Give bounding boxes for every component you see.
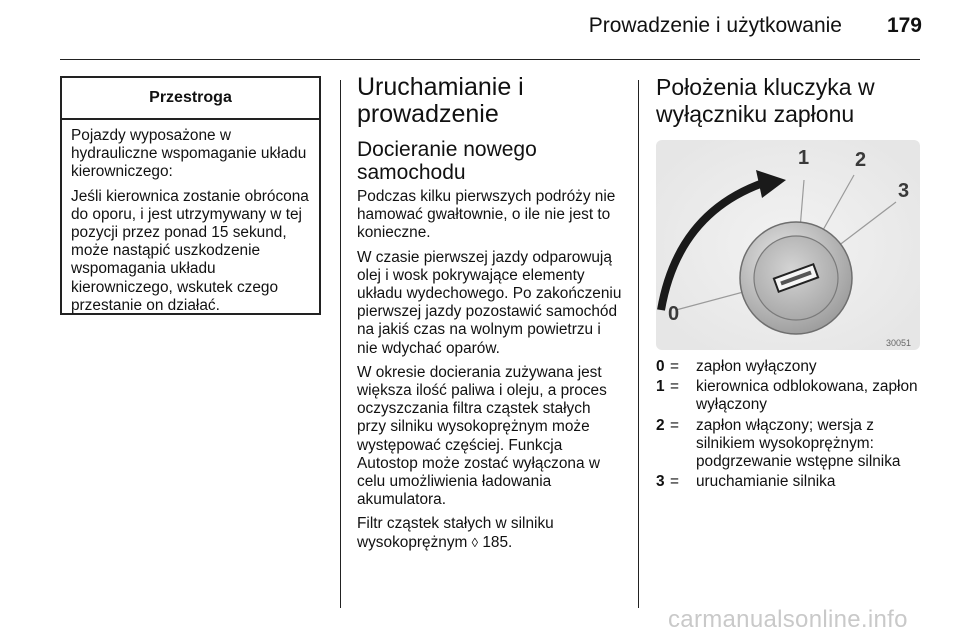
body-paragraph: W okresie docierania zużywana jest większa ilość paliwa i oleju, a proces oczyszczania filtra cząstek stałych przy silniku wysokoprężnym może występować częściej. Funkcja Autostop może zostać wyłączona w celu umożliwienia ładowania akumulatora. <box>357 363 607 509</box>
legend-row <box>656 358 920 376</box>
legend-key: 0 <box>656 358 665 375</box>
running-in-column <box>357 74 623 558</box>
figure-code: 30051 <box>886 338 912 348</box>
section-title: Uruchamianie i prowadzenie <box>357 73 524 128</box>
caution-box <box>60 76 321 315</box>
position-1-label: 1 <box>798 147 810 169</box>
watermark: carmanualsonline.info <box>668 606 908 633</box>
subsection-title: Docieranie nowego samochodu <box>357 138 537 184</box>
legend-key: 2 <box>656 416 665 434</box>
legend-row <box>656 417 920 472</box>
legend-row <box>656 378 920 414</box>
key-position-legend <box>656 358 920 493</box>
caution-paragraph: Pojazdy wyposażone w hydrauliczne wspomaganie układu kierowniczego: <box>71 127 307 181</box>
legend-description: uruchamianie silnika <box>696 473 836 491</box>
position-3-label: 3 <box>898 180 910 202</box>
legend-description: zapłon włączony; wersja z silnikiem wysokoprężnym: podgrzewanie wstępne silnika <box>696 416 901 471</box>
page-number: 179 <box>886 14 922 37</box>
position-0-label: 0 <box>668 303 680 325</box>
legend-equals: = <box>670 473 679 491</box>
header-divider <box>60 59 920 60</box>
legend-equals: = <box>670 416 679 434</box>
page-reference-link[interactable]: 185. <box>482 533 513 551</box>
body-paragraph: W czasie pierwszej jazdy odparowują olej i wosk pokrywające elementy układu wydechowego. Po zakończeniu pierwszej jazdy pozostawić samochód na jakiś czas na wolnym powietrzu i nie wdychać oparów. <box>357 248 622 357</box>
caution-heading: Przestroga <box>62 78 319 120</box>
legend-key: 1 <box>656 378 665 396</box>
column-divider-2 <box>638 80 639 608</box>
key-positions-column <box>656 74 920 128</box>
body-paragraph-with-reference <box>357 515 623 551</box>
column-divider-1 <box>340 80 341 608</box>
key-section-title: Położenia kluczyka w wyłączniku zapłonu <box>656 74 875 127</box>
ignition-switch-figure <box>656 140 920 350</box>
body-paragraph: Podczas kilku pierwszych podróży nie hamować gwałtownie, o ile nie jest to konieczne. <box>357 188 616 242</box>
reference-text: Filtr cząstek stałych w silniku wysokoprężnym <box>357 515 554 551</box>
legend-description: zapłon wyłączony <box>696 358 817 375</box>
legend-equals: = <box>670 378 679 396</box>
position-2-label: 2 <box>855 149 867 171</box>
legend-description: kierownica odblokowana, zapłon wyłączony <box>696 378 918 414</box>
running-header-title: Prowadzenie i użytkowanie <box>588 14 842 37</box>
legend-row <box>656 473 920 491</box>
caution-paragraph: Jeśli kierownica zostanie obrócona do oporu, i jest utrzymywany w tej pozycji przez ponad 15 sekund, może nastąpić uszkodzenie wspomagania układu kierowniczego, wskutek czego przestanie on działać. <box>71 187 309 314</box>
legend-equals: = <box>670 358 679 375</box>
caution-body <box>62 120 319 315</box>
page-reference-icon: ◊ <box>471 534 479 550</box>
legend-key: 3 <box>656 473 665 491</box>
